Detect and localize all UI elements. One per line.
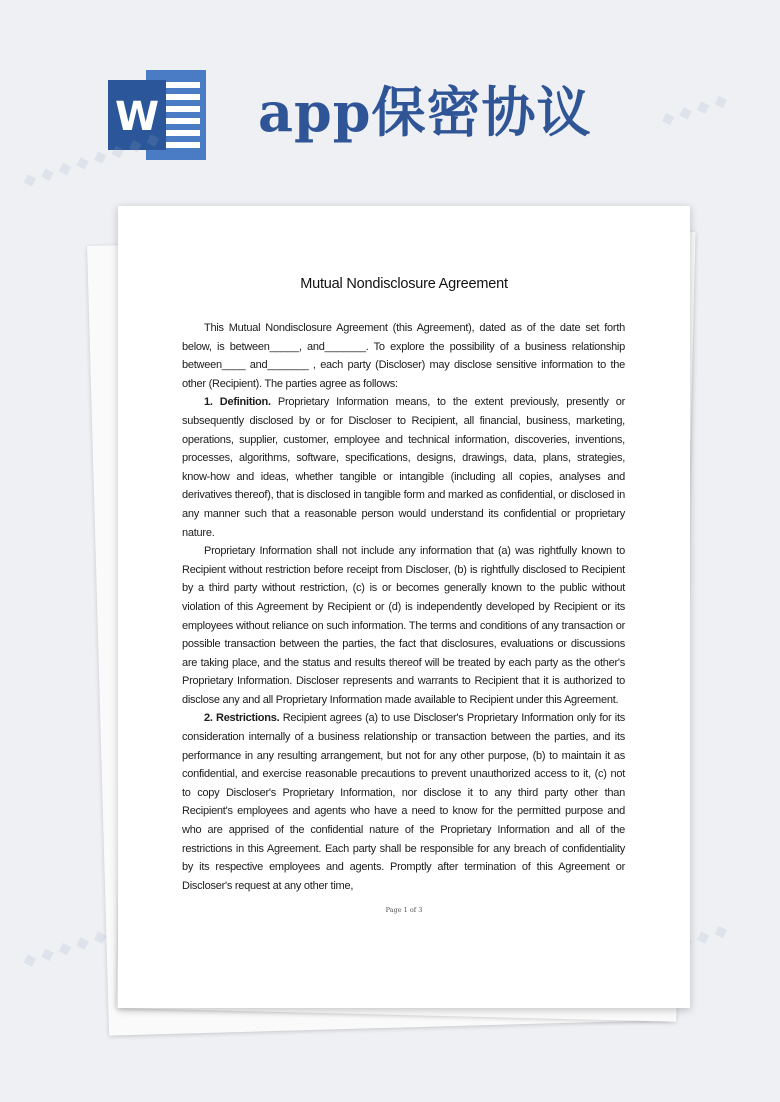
exclusions-paragraph: Proprietary Information shall not include any information that (a) was rightfully known to Recipient without restriction before receipt from Discloser, (b) is rightfully disclosed to Recipient by a third party without restriction, (c) is or becomes generally known to the public without violation of this Agreement by Recipient or (d) is independently developed by Recipient or its employees without reliance on such information. The terms and conditions of any transaction or possible transaction between the parties, the fact that disclosures, evaluations or discussions are taking place, and the status and results thereof will be treated by each party as the other's Proprietary Information. Discloser represents and warrants to Recipient that it is authorized to disclose any and all Proprietary Information made available to Recipient under this Agreement. (182, 545, 625, 706)
document-body (182, 319, 625, 895)
document-page (118, 206, 690, 1008)
clause-restrictions (182, 709, 625, 895)
document-title: Mutual Nondisclosure Agreement (300, 276, 508, 292)
watermark: ◆ ◆ ◆ ◆ (658, 89, 730, 131)
watermark: ◆ ◆ ◆ ◆ (658, 919, 730, 961)
clause-heading: 2. Restrictions. (204, 712, 280, 725)
word-document-icon (108, 68, 208, 162)
word-logo-letter: W (114, 94, 160, 140)
watermark: ◆ ◆ ◆ ◆ ◆ ◆ ◆ ◆ (20, 908, 163, 972)
page-title: app保密协议 (258, 80, 592, 144)
intro-paragraph: This Mutual Nondisclosure Agreement (this Agreement), dated as of the date set forth below, is between_____, and_______. To explore the possibility of a business relationship between____ and_______ , each party (Discloser) may disclose sensitive information to the other (Recipient). The parties agree as follows: (182, 322, 625, 390)
clause-text: Recipient agrees (a) to use Discloser's Proprietary Information only for its consideration internally of a business relationship or transaction between the parties, and its performance in any resulting arrangement, but not for any other purpose, (b) to maintain it as confidential, and exercise reasonable precautions to prevent unauthorized access to it, (c) not to copy Discloser's Proprietary Information, nor disclose it to any third party other than Recipient's employees and agents who have a need to know for the permitted purpose and who are apprised of the confidential nature of the Proprietary Information and all of the restrictions in this Agreement. Each party shall be responsible for any breach of confidentiality by its respective employees and agents. Promptly after termination of this Agreement or Discloser's request at any other time, (182, 712, 626, 892)
clause-text: Proprietary Information means, to the extent previously, presently or subsequently disclosed by or for Discloser to Recipient, all financial, business, marketing, operations, supplier, customer, employee and technical information, discoveries, inventions, processes, algorithms, software, specifications, designs, drawings, data, plans, strategies, know-how and ideas, whether tangible or intangible (including all copies, analyses and derivatives thereof), that is disclosed in tangible form and marked as confidential, or disclosed in any manner such that a reasonable person would understand its confidential or proprietary nature. (182, 396, 626, 539)
page-number: Page 1 of 3 (385, 906, 423, 914)
watermark: ◆ ◆ ◆ ◆ ◆ ◆ ◆ ◆ (20, 128, 163, 192)
clause-definition (182, 393, 625, 542)
clause-heading: 1. Definition. (204, 396, 271, 409)
